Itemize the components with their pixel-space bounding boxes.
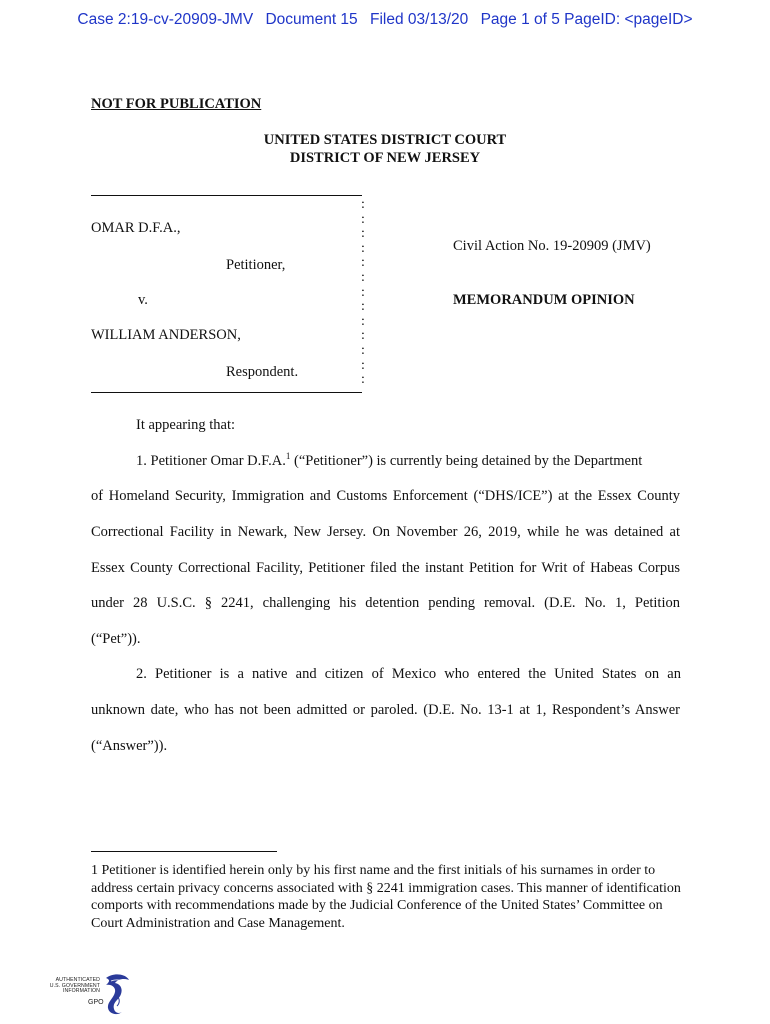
paragraph-1-start-rest: (“Petitioner”) is currently being detained by the Department: [290, 453, 643, 469]
caption-bottom-rule: [91, 392, 362, 393]
paragraph-line: 2. Petitioner is a native and citizen of Mexico who entered the United States on an: [136, 666, 681, 682]
paragraph-line: unknown date, who has not been admitted or paroled. (D.E. No. 13-1 at 1, Respondent’s Answer: [91, 702, 680, 718]
civil-action-number: Civil Action No. 19-20909 (JMV): [453, 238, 651, 254]
footnote-text: Petitioner is identified herein only by his first name and the first initials of his surnames in order to address certain privacy concerns associated with § 2241 immigration cases. This manner of identification comports with recommendations made by the Judicial Conference of the United States’ Committee on Court Administration and Case Management.: [91, 863, 681, 931]
caption-colon-column: : : : : : : : : : : : : :: [361, 197, 365, 388]
paragraph-line: Essex County Correctional Facility, Petitioner filed the instant Petition for Writ of Habeas Corpus: [91, 560, 680, 576]
paragraph-line: (“Answer”)).: [91, 738, 168, 754]
intro-text: It appearing that:: [136, 417, 236, 433]
gpo-seal: [44, 972, 134, 1018]
petitioner-role: Petitioner,: [226, 257, 286, 273]
footnote-separator: [91, 851, 277, 852]
versus: v.: [138, 292, 148, 308]
page-info: Page 1 of 5 PageID: <pageID>: [480, 11, 693, 28]
paragraph-1-start: 1. Petitioner Omar D.F.A.: [136, 453, 286, 469]
court-district: DISTRICT OF NEW JERSEY: [289, 150, 481, 166]
footnote-reference: 1: [285, 451, 291, 462]
petitioner-name: OMAR D.F.A.,: [91, 220, 181, 236]
gpo-mark: GPO: [88, 999, 104, 1006]
paragraph-line: under 28 U.S.C. § 2241, challenging his detention pending removal. (D.E. No. 1, Petition: [91, 595, 680, 611]
footnote-number: 1: [91, 863, 98, 878]
respondent-name: WILLIAM ANDERSON,: [91, 327, 241, 343]
gpo-seal-text: AUTHENTICATED U.S. GOVERNMENT INFORMATION: [49, 977, 100, 995]
filed-date: Filed 03/13/20: [370, 11, 469, 28]
paragraph-line: Correctional Facility in Newark, New Jersey. On November 26, 2019, while he was detained at: [91, 524, 680, 540]
paragraph-line: [136, 452, 681, 470]
footnote: [91, 862, 683, 932]
document-number: Document 15: [265, 11, 358, 28]
respondent-role: Respondent.: [226, 364, 299, 380]
filing-header: [0, 11, 770, 29]
case-number: Case 2:19-cv-20909-JMV: [77, 11, 254, 28]
eagle-icon: [102, 972, 132, 1016]
document-title: MEMORANDUM OPINION: [453, 292, 635, 308]
paragraph-line: (“Pet”)).: [91, 631, 141, 647]
court-name: UNITED STATES DISTRICT COURT: [263, 132, 507, 148]
paragraph-line: of Homeland Security, Immigration and Customs Enforcement (“DHS/ICE”) at the Essex County: [91, 488, 680, 504]
caption-top-rule: [91, 195, 362, 196]
publication-note: NOT FOR PUBLICATION: [91, 96, 262, 112]
